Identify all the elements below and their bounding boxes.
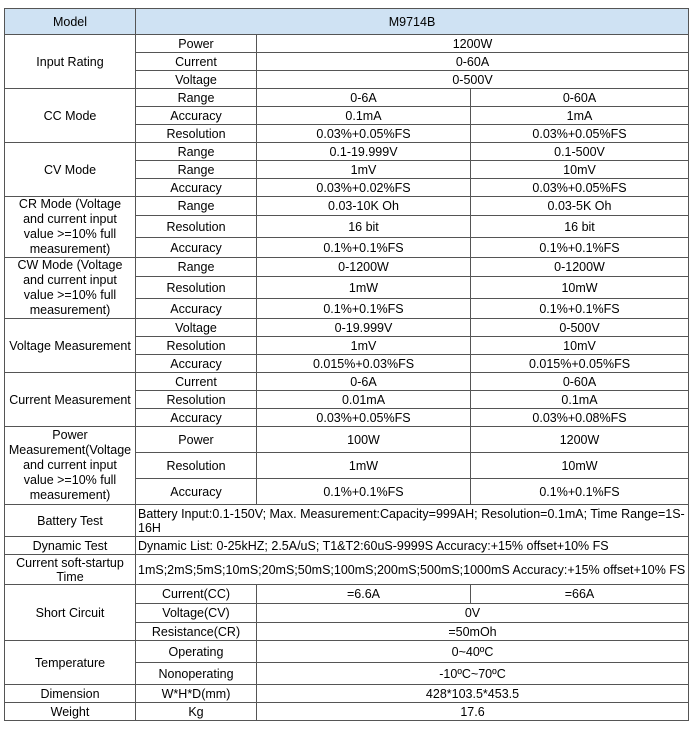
- dimension-value: 428*103.5*453.5: [257, 685, 689, 703]
- cv-mode-low: 1mV: [257, 161, 471, 179]
- temperature-label: Temperature: [5, 641, 136, 685]
- power-measurement-high: 1200W: [471, 427, 689, 453]
- cc-mode-low: 0.03%+0.05%FS: [257, 125, 471, 143]
- voltage-measurement-high: 0-500V: [471, 319, 689, 337]
- soft-startup-value: 1mS;2mS;5mS;10mS;20mS;50mS;100mS;200mS;500mS;1000mS Accuracy:+15% offset+10% FS: [136, 555, 689, 585]
- voltage-measurement-param: Resolution: [136, 337, 257, 355]
- cr-mode-param: Range: [136, 197, 257, 216]
- cw-mode-param: Accuracy: [136, 299, 257, 319]
- short-circuit-resistance-value: =50mOh: [257, 623, 689, 641]
- cr-mode-low: 0.03-10K Oh: [257, 197, 471, 216]
- current-measurement-low: 0-6A: [257, 373, 471, 391]
- current-measurement-low: 0.03%+0.05%FS: [257, 409, 471, 427]
- current-measurement-high: 0.1mA: [471, 391, 689, 409]
- short-circuit-high: =66A: [471, 585, 689, 604]
- battery-test-label: Battery Test: [5, 505, 136, 537]
- temperature-param: Nonoperating: [136, 663, 257, 685]
- cw-mode-low: 1mW: [257, 277, 471, 299]
- dimension-param: W*H*D(mm): [136, 685, 257, 703]
- cr-mode-label: CR Mode (Voltage and current input value >=10% full measurement): [5, 197, 136, 258]
- power-measurement-low: 0.1%+0.1%FS: [257, 479, 471, 505]
- voltage-measurement-high: 10mV: [471, 337, 689, 355]
- cv-mode-high: 0.1-500V: [471, 143, 689, 161]
- short-circuit-param: Current(CC): [136, 585, 257, 604]
- voltage-measurement-high: 0.015%+0.05%FS: [471, 355, 689, 373]
- weight-label: Weight: [5, 703, 136, 721]
- input-rating-param: Power: [136, 35, 257, 53]
- cc-mode-high: 1mA: [471, 107, 689, 125]
- input-rating-value: 0-60A: [257, 53, 689, 71]
- short-circuit-label: Short Circuit: [5, 585, 136, 641]
- power-measurement-param: Power: [136, 427, 257, 453]
- temperature-param: Operating: [136, 641, 257, 663]
- cc-mode-param: Range: [136, 89, 257, 107]
- short-circuit-low: =6.6A: [257, 585, 471, 604]
- model-label: Model: [5, 9, 136, 35]
- input-rating-value: 0-500V: [257, 71, 689, 89]
- cr-mode-high: 0.03-5K Oh: [471, 197, 689, 216]
- current-measurement-param: Current: [136, 373, 257, 391]
- input-rating-param: Voltage: [136, 71, 257, 89]
- power-measurement-high: 0.1%+0.1%FS: [471, 479, 689, 505]
- weight-value: 17.6: [257, 703, 689, 721]
- cr-mode-low: 16 bit: [257, 216, 471, 238]
- power-measurement-low: 100W: [257, 427, 471, 453]
- voltage-measurement-param: Accuracy: [136, 355, 257, 373]
- temperature-nonoperating-value: -10ºC~70ºC: [257, 663, 689, 685]
- input-rating-label: Input Rating: [5, 35, 136, 89]
- cw-mode-param: Range: [136, 258, 257, 277]
- cw-mode-high: 0.1%+0.1%FS: [471, 299, 689, 319]
- current-measurement-label: Current Measurement: [5, 373, 136, 427]
- spec-table: [4, 8, 689, 721]
- voltage-measurement-low: 0-19.999V: [257, 319, 471, 337]
- cw-mode-high: 10mW: [471, 277, 689, 299]
- short-circuit-voltage-value: 0V: [257, 604, 689, 623]
- cr-mode-param: Accuracy: [136, 238, 257, 258]
- current-measurement-param: Resolution: [136, 391, 257, 409]
- cw-mode-high: 0-1200W: [471, 258, 689, 277]
- cr-mode-param: Resolution: [136, 216, 257, 238]
- soft-startup-label: Current soft-startup Time: [5, 555, 136, 585]
- cv-mode-low: 0.03%+0.02%FS: [257, 179, 471, 197]
- cw-mode-param: Resolution: [136, 277, 257, 299]
- current-measurement-param: Accuracy: [136, 409, 257, 427]
- cr-mode-high: 0.1%+0.1%FS: [471, 238, 689, 258]
- temperature-operating-value: 0~40ºC: [257, 641, 689, 663]
- power-measurement-low: 1mW: [257, 453, 471, 479]
- cv-mode-high: 0.03%+0.05%FS: [471, 179, 689, 197]
- current-measurement-high: 0-60A: [471, 373, 689, 391]
- voltage-measurement-low: 1mV: [257, 337, 471, 355]
- cc-mode-param: Resolution: [136, 125, 257, 143]
- cc-mode-high: 0.03%+0.05%FS: [471, 125, 689, 143]
- power-measurement-high: 10mW: [471, 453, 689, 479]
- power-measurement-label: Power Measurement(Voltage and current input value >=10% full measurement): [5, 427, 136, 505]
- cw-mode-low: 0.1%+0.1%FS: [257, 299, 471, 319]
- current-measurement-low: 0.01mA: [257, 391, 471, 409]
- voltage-measurement-param: Voltage: [136, 319, 257, 337]
- dimension-label: Dimension: [5, 685, 136, 703]
- cc-mode-low: 0.1mA: [257, 107, 471, 125]
- cc-mode-param: Accuracy: [136, 107, 257, 125]
- power-measurement-param: Resolution: [136, 453, 257, 479]
- cv-mode-param: Accuracy: [136, 179, 257, 197]
- dynamic-test-label: Dynamic Test: [5, 537, 136, 555]
- cw-mode-label: CW Mode (Voltage and current input value >=10% full measurement): [5, 258, 136, 319]
- cw-mode-low: 0-1200W: [257, 258, 471, 277]
- input-rating-param: Current: [136, 53, 257, 71]
- cc-mode-low: 0-6A: [257, 89, 471, 107]
- weight-param: Kg: [136, 703, 257, 721]
- cv-mode-label: CV Mode: [5, 143, 136, 197]
- input-rating-value: 1200W: [257, 35, 689, 53]
- dynamic-test-value: Dynamic List: 0-25kHZ; 2.5A/uS; T1&T2:60uS-9999S Accuracy:+15% offset+10% FS: [136, 537, 689, 555]
- short-circuit-param: Resistance(CR): [136, 623, 257, 641]
- power-measurement-param: Accuracy: [136, 479, 257, 505]
- battery-test-value: Battery Input:0.1-150V; Max. Measurement:Capacity=999AH; Resolution=0.1mA; Time Range=1S-16H: [136, 505, 689, 537]
- current-measurement-high: 0.03%+0.08%FS: [471, 409, 689, 427]
- short-circuit-param: Voltage(CV): [136, 604, 257, 623]
- cr-mode-high: 16 bit: [471, 216, 689, 238]
- cr-mode-low: 0.1%+0.1%FS: [257, 238, 471, 258]
- cc-mode-label: CC Mode: [5, 89, 136, 143]
- cv-mode-param: Range: [136, 161, 257, 179]
- cv-mode-param: Range: [136, 143, 257, 161]
- voltage-measurement-label: Voltage Measurement: [5, 319, 136, 373]
- cv-mode-high: 10mV: [471, 161, 689, 179]
- cc-mode-high: 0-60A: [471, 89, 689, 107]
- model-value: M9714B: [136, 9, 689, 35]
- cv-mode-low: 0.1-19.999V: [257, 143, 471, 161]
- voltage-measurement-low: 0.015%+0.03%FS: [257, 355, 471, 373]
